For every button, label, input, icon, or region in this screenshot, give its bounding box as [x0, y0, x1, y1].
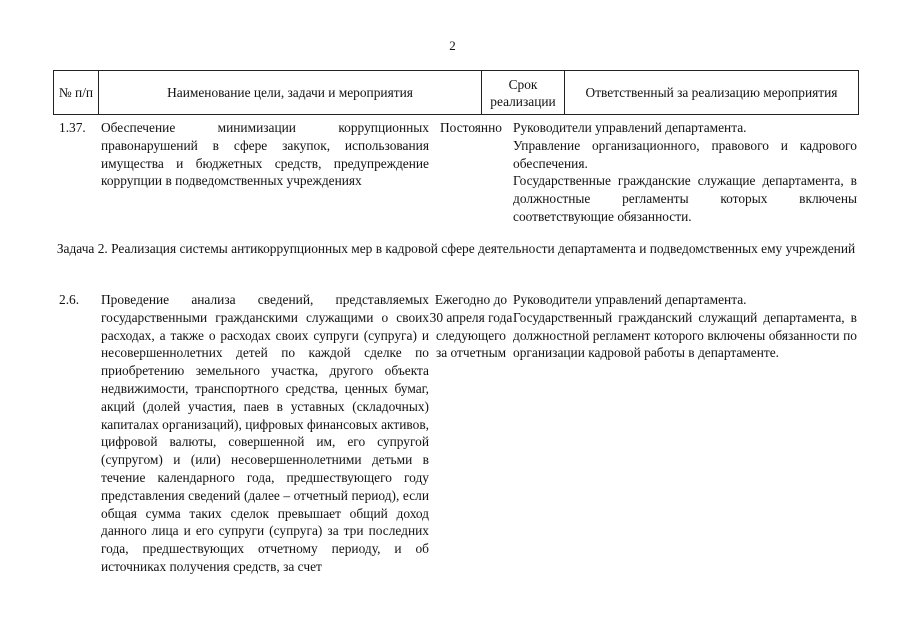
row-term: Постоянно [440, 120, 502, 135]
responsible-line: Управление организационного, правового и кадрового обеспечения. [513, 137, 857, 171]
responsible-line: Государственные гражданские служащие департамента, в должностные регламенты которых включены соответствующие обязанности. [513, 173, 857, 224]
responsible-line: Руководители управлений департамента. [513, 120, 747, 135]
table-row-2-6 [53, 291, 857, 576]
table-header [53, 70, 859, 115]
header-responsible: Ответственный за реализацию мероприятия [585, 85, 838, 100]
responsible-line: Руководители управлений департамента. [513, 292, 747, 307]
header-term: Срок реализации [482, 71, 565, 114]
row-number: 1.37. [59, 120, 86, 135]
row-responsible [513, 119, 857, 226]
row-measure: Обеспечение минимизации коррупционных правонарушений в сфере закупок, использования имущества и бюджетных средств, предупреждение коррупции в подведомственных учреждениях [101, 120, 429, 189]
table-row-1-37 [53, 119, 857, 226]
responsible-line: Государственный гражданский служащий департамента, в должностной регламент которого включены обязанности по организации кадровой работы в департаменте. [513, 309, 857, 361]
row-number: 2.6. [59, 292, 80, 307]
header-num: № п/п [54, 71, 99, 114]
task-heading: Задача 2. Реализация системы антикоррупционных мер в кадровой сфере деятельности департамента и подведомственных ему учреждений [56, 241, 856, 256]
row-responsible [513, 291, 857, 576]
row-measure: Проведение анализа сведений, представляемых государственными гражданскими служащими о своих расходах, а также о расходах своих супруги (супруга) и несовершеннолетних детей по каждой сделке по приобретению земельного участка, другого объекта недвижимости, транспортного средства, ценных бумаг, акций (долей участия, паев в уставных (складочных) капиталах организаций), цифровых финансовых активов, цифровой валюты, совершенной им, его супругой (супругом) и (или) несовершеннолетними детьми в течение календарного года, предшествующего году представления сведений (далее – отчетный период), если общая сумма таких сделок превышает общий доход данного лица и его супруги (супруга) за три последних года, предшествующих отчетному периоду, и об источниках получения средств, за счет [101, 292, 429, 574]
page-number: 2 [449, 38, 456, 53]
header-name: Наименование цели, задачи и мероприятия [99, 71, 482, 114]
row-term: Ежегодно до 30 апреля года следующего за отчетным [429, 292, 513, 361]
